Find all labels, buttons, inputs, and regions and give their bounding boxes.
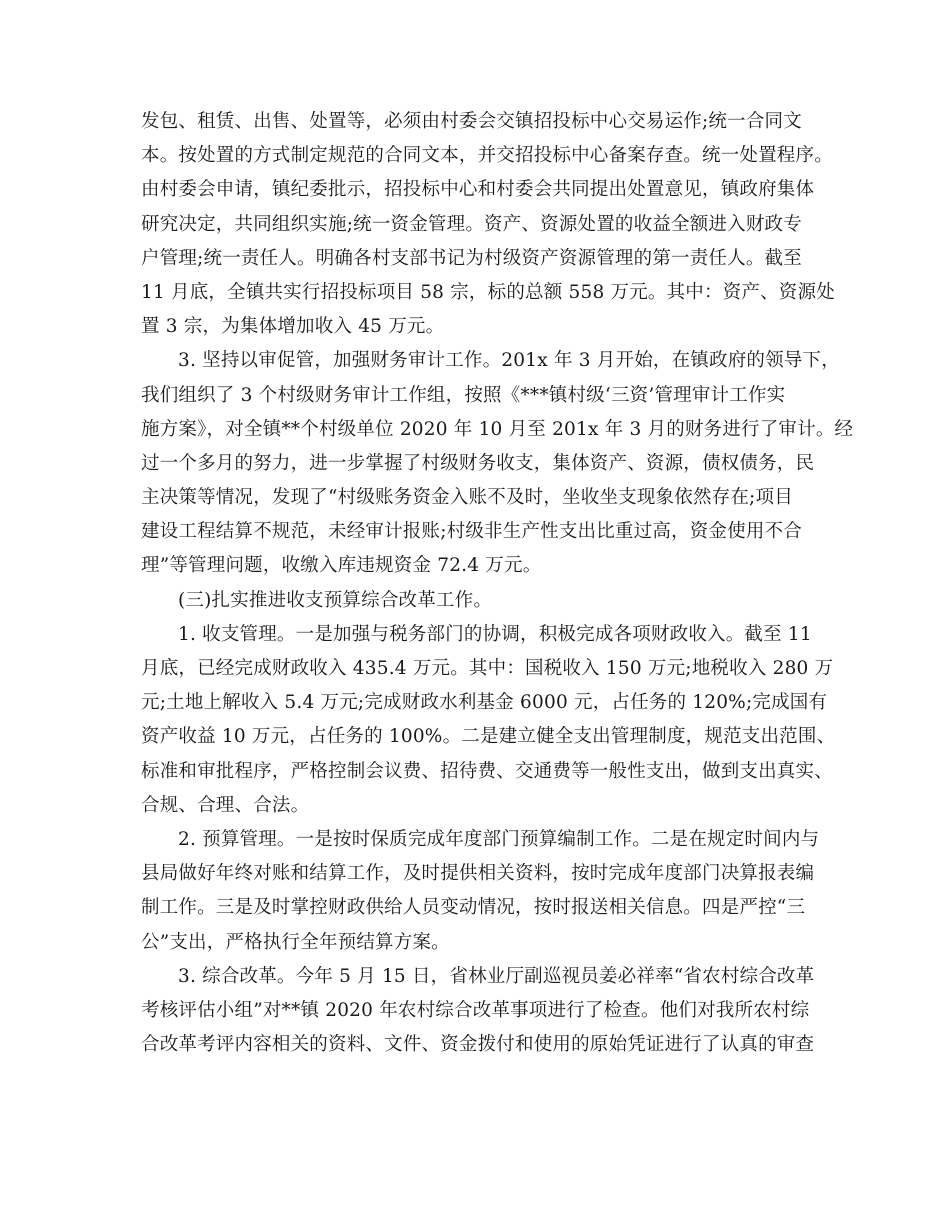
text-line: 3. 坚持以审促管，加强财务审计工作。201x 年 3 月开始，在镇政府的领导下，: [178, 350, 840, 372]
section-heading: (三)扎实推进收支预算综合改革工作。: [178, 589, 493, 611]
text-line: 月底，已经完成财政收入 435.4 万元。其中：国税收入 150 万元;地税收入 280 万: [141, 658, 834, 679]
document-body: [141, 105, 854, 1062]
text-line: 置 3 宗，为集体增加收入 45 万元。: [141, 316, 445, 338]
text-line: 合改革考评内容相关的资料、文件、资金拨付和使用的原始凭证进行了认真的审查: [141, 1034, 815, 1056]
text-line: 主决策等情况，发现了“村级账务资金入账不及时，坐收坐支现象依然存在;项目: [141, 487, 793, 509]
text-line: 1. 收支管理。一是加强与税务部门的协调，积极完成各项财政收入。截至 11: [178, 623, 812, 645]
text-line: 元;土地上解收入 5.4 万元;完成财政水利基金 6000 元，占任务的 120%;完成国有: [141, 692, 828, 714]
text-line: 户管理;统一责任人。明确各村支部书记为村级资产资源管理的第一责任人。截至: [141, 247, 802, 269]
text-line: 2. 预算管理。一是按时保质完成年度部门预算编制工作。二是在规定时间内与: [178, 828, 820, 850]
text-line: 11 月底，全镇共实行招投标项目 58 宗，标的总额 558 万元。其中：资产、资源处: [141, 281, 835, 303]
text-line: 制工作。三是及时掌控财政供给人员变动情况，按时报送相关信息。四是严控“三: [141, 897, 806, 919]
text-line: 由村委会申请，镇纪委批示，招投标中心和村委会共同提出处置意见，镇政府集体: [141, 179, 815, 201]
text-line: 研究决定，共同组织实施;统一资金管理。资产、资源处置的收益全额进入财政专: [141, 213, 802, 235]
text-line: 施方案》，对全镇**个村级单位 2020 年 10 月至 201x 年 3 月的财务进行了审计。经: [141, 418, 854, 440]
text-line: 公”支出，严格执行全年预结算方案。: [141, 931, 450, 953]
text-line: 考核评估小组”对**镇 2020 年农村综合改革事项进行了检查。他们对我所农村综: [141, 999, 810, 1021]
text-line: 3. 综合改革。今年 5 月 15 日，省林业厅副巡视员姜必祥率“省农村综合改革: [178, 965, 815, 987]
text-line: 我们组织了 3 个村级财务审计工作组，按照《***镇村级‘三资’管理审计工作实: [141, 384, 786, 406]
text-line: 标准和审批程序，严格控制会议费、招待费、交通费等一般性支出，做到支出真实、: [141, 760, 833, 782]
text-line: 县局做好年终对账和结算工作，及时提供相关资料，按时完成年度部门决算报表编: [141, 863, 815, 885]
text-line: 合规、合理、合法。: [141, 794, 310, 816]
text-line: 本。按处置的方式制定规范的合同文本，并交招投标中心备案存查。统一处置程序。: [141, 145, 833, 167]
text-line: 资产收益 10 万元，占任务的 100%。二是建立健全支出管理制度，规范支出范围、: [141, 726, 836, 748]
text-line: 发包、租赁、出售、处置等，必须由村委会交镇招投标中心交易运作;统一合同文: [141, 111, 802, 132]
text-line: 建设工程结算不规范，未经审计报账;村级非生产性支出比重过高，资金使用不合: [141, 521, 802, 543]
text-line: 过一个多月的努力，进一步掌握了村级财务收支，集体资产、资源，债权债务，民: [141, 452, 815, 474]
text-line: 理”等管理问题，收缴入库违规资金 72.4 万元。: [141, 555, 542, 577]
